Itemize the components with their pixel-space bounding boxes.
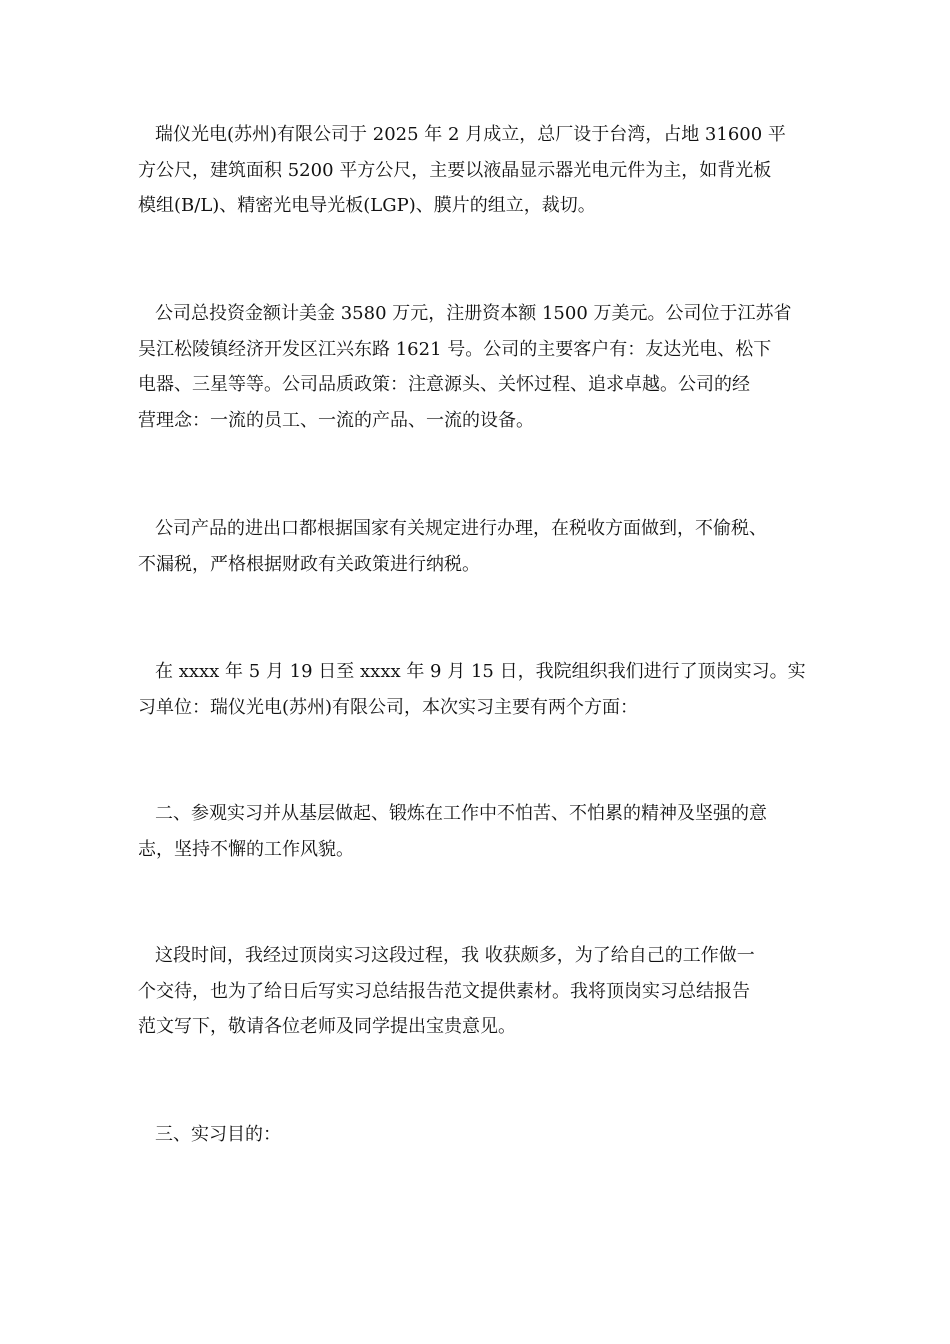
paragraph-investment <box>138 296 810 438</box>
text-line: 瑞仪光电(苏州)有限公司于 2025 年 2 月成立，总厂设于台湾，占地 31600 平 <box>155 124 786 145</box>
text-line: 不漏税，严格根据财政有关政策进行纳税。 <box>138 553 480 575</box>
paragraph-company-intro <box>138 117 810 224</box>
text-line: 在 xxxx 年 5 月 19 日至 xxxx 年 9 月 15 日，我院组织我们进行了顶岗实习。实 <box>155 661 806 682</box>
text-line: 范文写下，敬请各位老师及同学提出宝贵意见。 <box>138 1016 516 1037</box>
text-line: 方公尺，建筑面积 5200 平方公尺，主要以液晶显示器光电元件为主，如背光板 <box>138 159 772 181</box>
text-line: 这段时间，我经过顶岗实习这段过程，我 收获颇多，为了给自己的工作做一 <box>155 945 755 966</box>
text-line: 习单位：瑞仪光电(苏州)有限公司，本次实习主要有两个方面： <box>138 696 639 718</box>
paragraph-summary <box>138 938 810 1045</box>
paragraph-internship-period <box>138 654 810 725</box>
text-line: 模组(B/L)、精密光电导光板(LGP)、膜片的组立，裁切。 <box>138 195 596 216</box>
section-heading: 三、实习目的： <box>155 1124 281 1145</box>
text-line: 吴江松陵镇经济开发区江兴东路 1621 号。公司的主要客户有：友达光电、松下 <box>138 338 772 360</box>
text-line: 营理念：一流的员工、一流的产品、一流的设备。 <box>138 409 534 431</box>
text-line: 公司总投资金额计美金 3580 万元，注册资本额 1500 万美元。公司位于江苏省 <box>155 303 792 324</box>
text-line: 公司产品的进出口都根据国家有关规定进行办理，在税收方面做到，不偷税、 <box>155 518 767 539</box>
text-line: 志，坚持不懈的工作风貌。 <box>138 838 354 860</box>
text-line: 二、参观实习并从基层做起、锻炼在工作中不怕苦、不怕累的精神及坚强的意 <box>155 803 767 824</box>
heading-section-three <box>138 1117 810 1153</box>
text-line: 电器、三星等等。公司品质政策：注意源头、关怀过程、追求卓越。公司的经 <box>138 374 750 395</box>
text-line: 个交待，也为了给日后写实习总结报告范文提供素材。我将顶岗实习总结报告 <box>138 980 750 1002</box>
paragraph-tax <box>138 511 810 582</box>
paragraph-section-two <box>138 796 810 867</box>
